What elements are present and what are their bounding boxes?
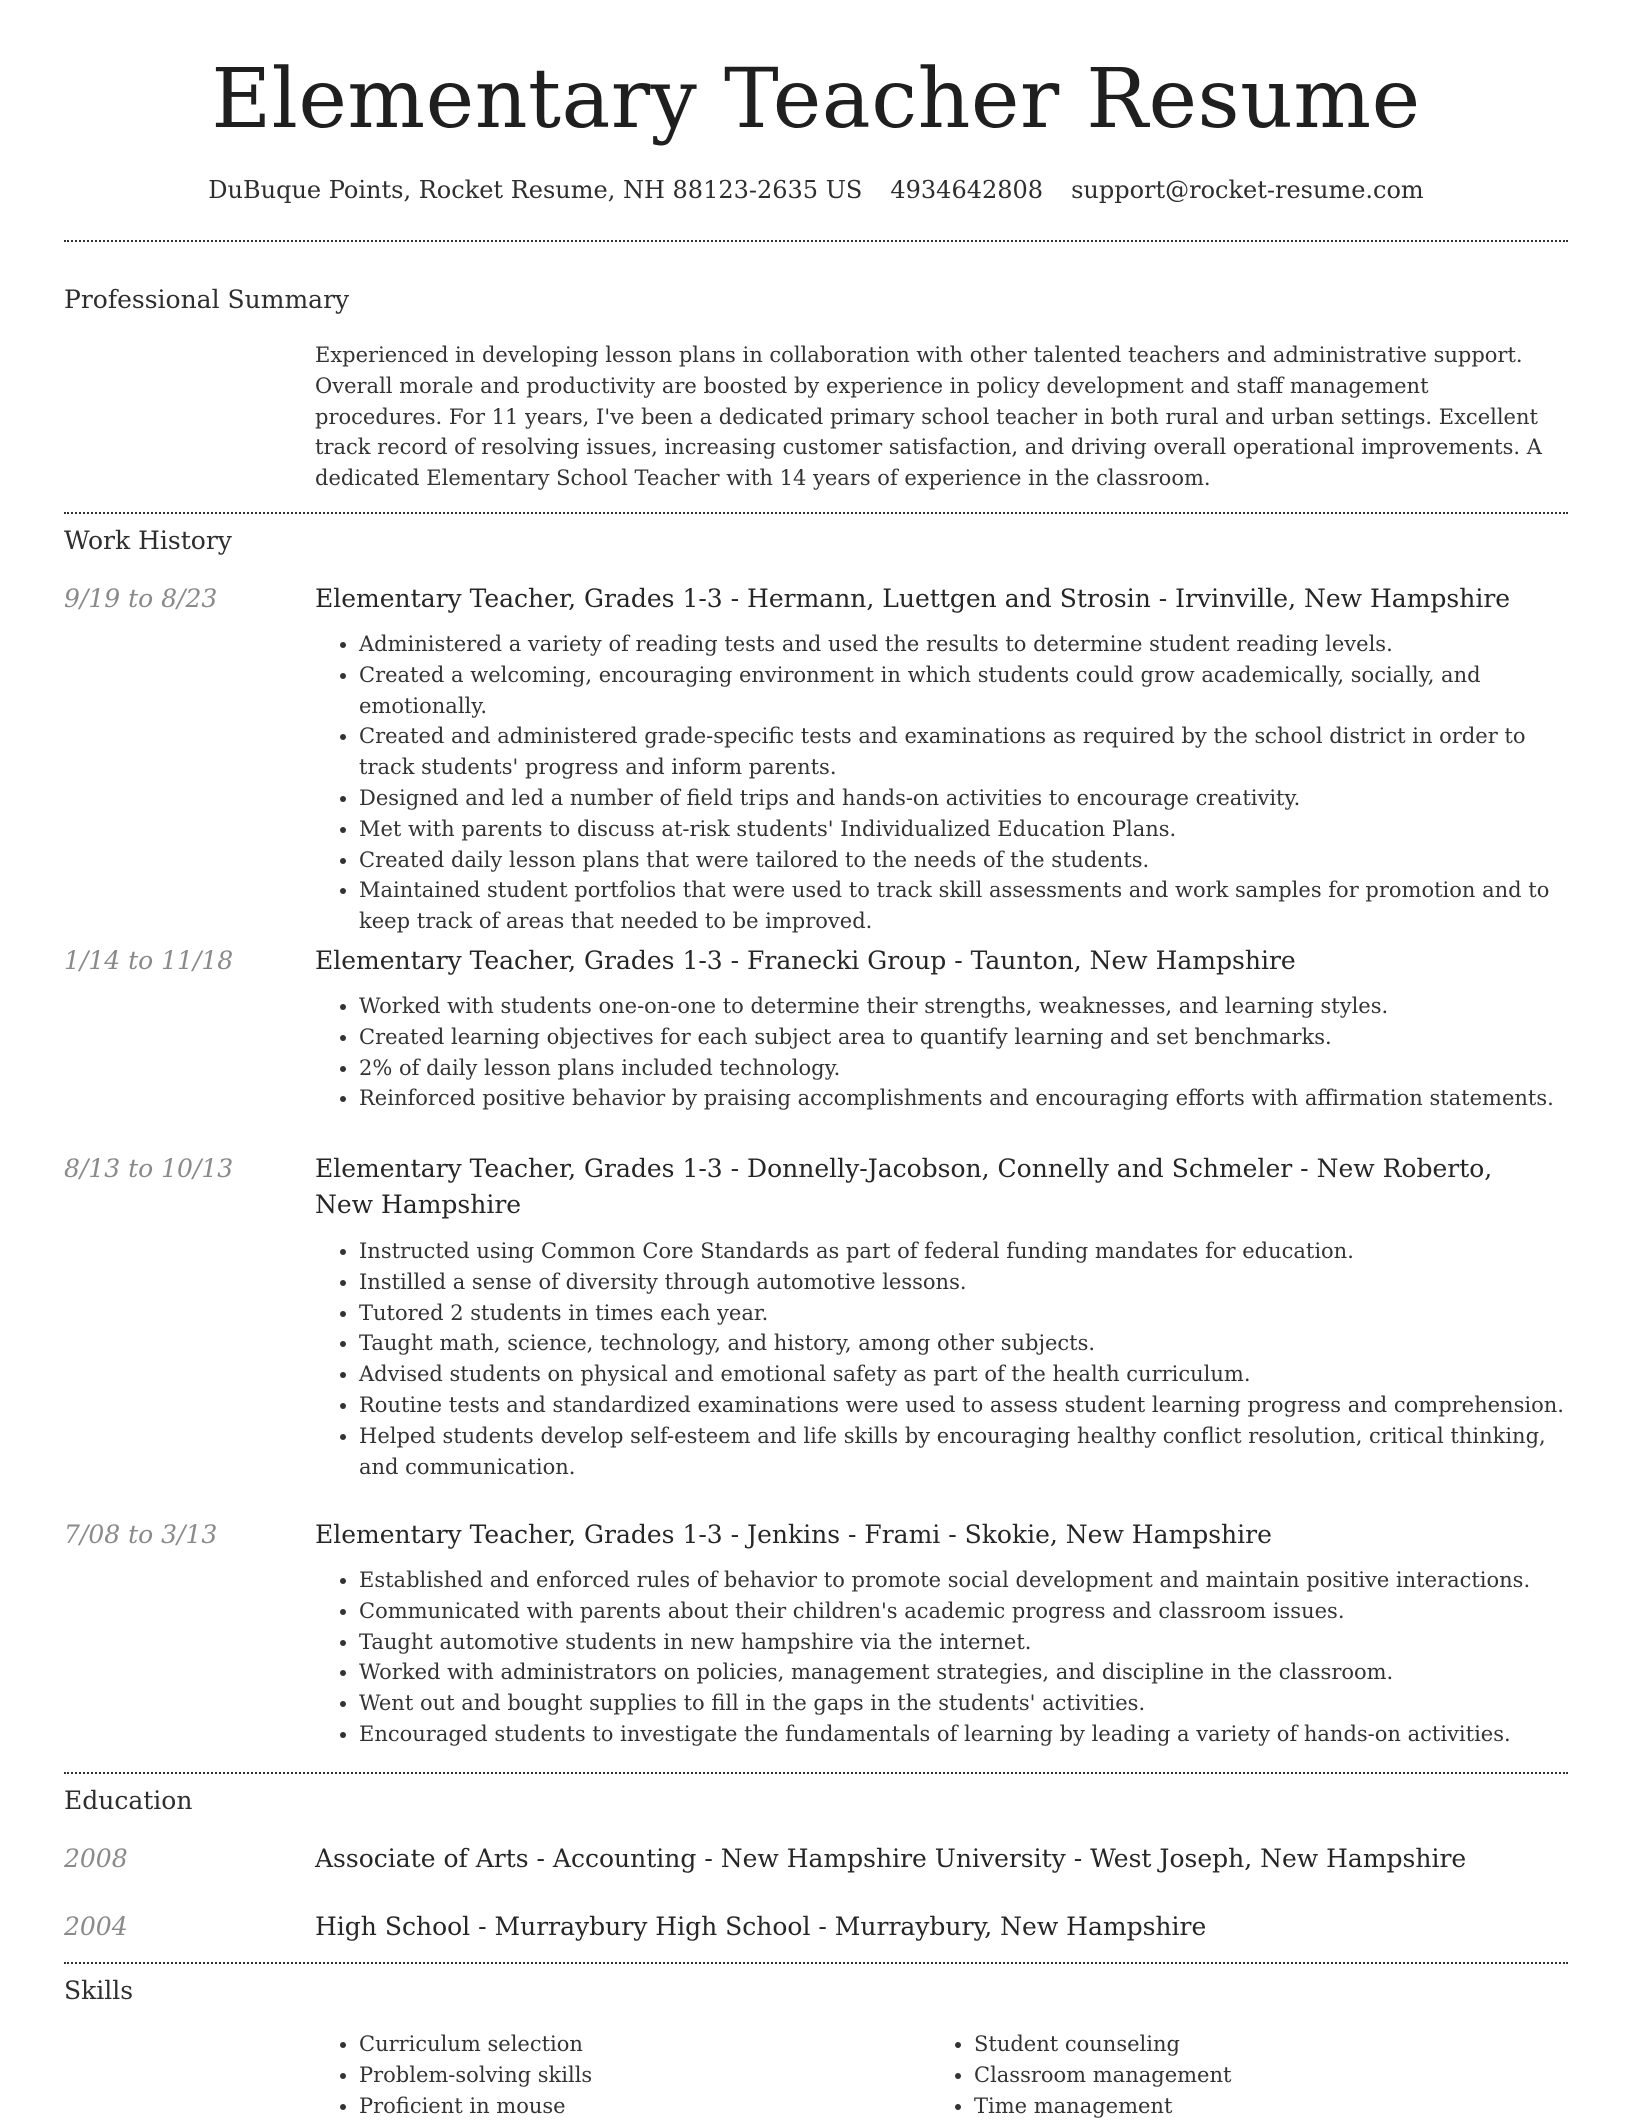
skills-list-right: [930, 2029, 1530, 2121]
list-item: • Routine tests and standardized examinations were used to assess student learning progress and comprehension.: [359, 1390, 1565, 1421]
job-title: Elementary Teacher, Grades 1-3 - Hermann, Luettgen and Strosin - Irvinville, New Hampshire: [315, 584, 1511, 613]
list-item: • Worked with students one-on-one to determine their strengths, weaknesses, and learning styles.: [359, 991, 1565, 1022]
list-item: • Created and administered grade-specific tests and examinations as required by the school district in order to track students' progress and inform parents.: [359, 721, 1565, 783]
work-history-heading: Work History: [64, 526, 232, 555]
list-item: • 2% of daily lesson plans included technology.: [359, 1053, 1565, 1084]
list-item: • Established and enforced rules of behavior to promote social development and maintain positive interactions.: [359, 1565, 1565, 1596]
skill-item: • Time management: [974, 2091, 1530, 2121]
summary-text: Experienced in developing lesson plans in collaboration with other talented teachers and administrative support. Overall morale and productivity are boosted by experience in policy development and staff management procedures. For 11 years, I've been a dedicated primary school teacher in both rural and urban settings. Excellent track record of resolving issues, increasing customer satisfaction, and driving overall operational improvements. A dedicated Elementary School Teacher with 14 years of experience in the classroom.: [315, 343, 1542, 491]
contact-address: DuBuque Points, Rocket Resume, NH 88123-2635 US: [208, 176, 863, 204]
list-item: • Communicated with parents about their children's academic progress and classroom issues.: [359, 1596, 1565, 1627]
resume-title: Elementary Teacher Resume: [211, 52, 1421, 147]
section-divider: [64, 1772, 1568, 1774]
skills-heading: Skills: [64, 1976, 134, 2005]
list-item: • Created daily lesson plans that were tailored to the needs of the students.: [359, 845, 1565, 876]
list-item: • Encouraged students to investigate the fundamentals of learning by leading a variety of hands-on activities.: [359, 1719, 1565, 1750]
education-year: 2008: [64, 1844, 128, 1873]
contact-info: [0, 170, 1632, 210]
job-title: Elementary Teacher, Grades 1-3 - Jenkins - Frami - Skokie, New Hampshire: [315, 1520, 1272, 1549]
job-title: Elementary Teacher, Grades 1-3 - Donnelly-Jacobson, Connelly and Schmeler - New Roberto, New Hampshire: [315, 1154, 1493, 1219]
list-item: • Tutored 2 students in times each year.: [359, 1298, 1565, 1329]
job-duties: [315, 1565, 1565, 1750]
list-item: • Taught automotive students in new hampshire via the internet.: [359, 1627, 1565, 1658]
list-item: • Worked with administrators on policies, management strategies, and discipline in the classroom.: [359, 1657, 1565, 1688]
skill-item: • Problem-solving skills: [359, 2060, 895, 2091]
education-heading: Education: [64, 1786, 193, 1815]
list-item: • Created learning objectives for each subject area to quantify learning and set benchmarks.: [359, 1022, 1565, 1053]
list-item: • Met with parents to discuss at-risk students' Individualized Education Plans.: [359, 814, 1565, 845]
list-item: • Advised students on physical and emotional safety as part of the health curriculum.: [359, 1359, 1565, 1390]
skills-list-left: [315, 2029, 895, 2121]
list-item: • Instructed using Common Core Standards as part of federal funding mandates for education.: [359, 1236, 1565, 1267]
job-dates: 9/19 to 8/23: [64, 584, 218, 613]
section-divider: [64, 1962, 1568, 1964]
skill-item: • Student counseling: [974, 2029, 1530, 2060]
education-detail: Associate of Arts - Accounting - New Hampshire University - West Joseph, New Hampshire: [315, 1844, 1467, 1873]
job-dates: 7/08 to 3/13: [64, 1520, 218, 1549]
job-duties: [315, 991, 1565, 1114]
contact-email[interactable]: support@rocket-resume.com: [1071, 176, 1424, 204]
skill-item: • Curriculum selection: [359, 2029, 895, 2060]
skill-item: • Classroom management: [974, 2060, 1530, 2091]
job-dates: 1/14 to 11/18: [64, 946, 234, 975]
list-item: • Taught math, science, technology, and history, among other subjects.: [359, 1328, 1565, 1359]
job-dates: 8/13 to 10/13: [64, 1154, 234, 1183]
list-item: • Helped students develop self-esteem and life skills by encouraging healthy conflict resolution, critical thinking, and communication.: [359, 1421, 1565, 1483]
summary-heading: Professional Summary: [64, 285, 350, 314]
skill-item: • Proficient in mouse: [359, 2091, 895, 2121]
section-divider: [64, 240, 1568, 242]
list-item: • Reinforced positive behavior by praising accomplishments and encouraging efforts with affirmation statements.: [359, 1083, 1565, 1114]
education-detail: High School - Murraybury High School - Murraybury, New Hampshire: [315, 1912, 1207, 1941]
list-item: • Instilled a sense of diversity through automotive lessons.: [359, 1267, 1565, 1298]
list-item: • Designed and led a number of field trips and hands-on activities to encourage creativity.: [359, 783, 1565, 814]
job-duties: [315, 629, 1565, 937]
list-item: • Created a welcoming, encouraging environment in which students could grow academically, socially, and emotionally.: [359, 660, 1565, 722]
list-item: • Went out and bought supplies to fill in the gaps in the students' activities.: [359, 1688, 1565, 1719]
job-duties: [315, 1236, 1565, 1482]
education-year: 2004: [64, 1912, 128, 1941]
list-item: • Maintained student portfolios that were used to track skill assessments and work samples for promotion and to keep track of areas that needed to be improved.: [359, 875, 1565, 937]
contact-phone: 4934642808: [890, 176, 1044, 204]
list-item: • Administered a variety of reading tests and used the results to determine student reading levels.: [359, 629, 1565, 660]
section-divider: [64, 512, 1568, 514]
job-title: Elementary Teacher, Grades 1-3 - Franecki Group - Taunton, New Hampshire: [315, 946, 1296, 975]
